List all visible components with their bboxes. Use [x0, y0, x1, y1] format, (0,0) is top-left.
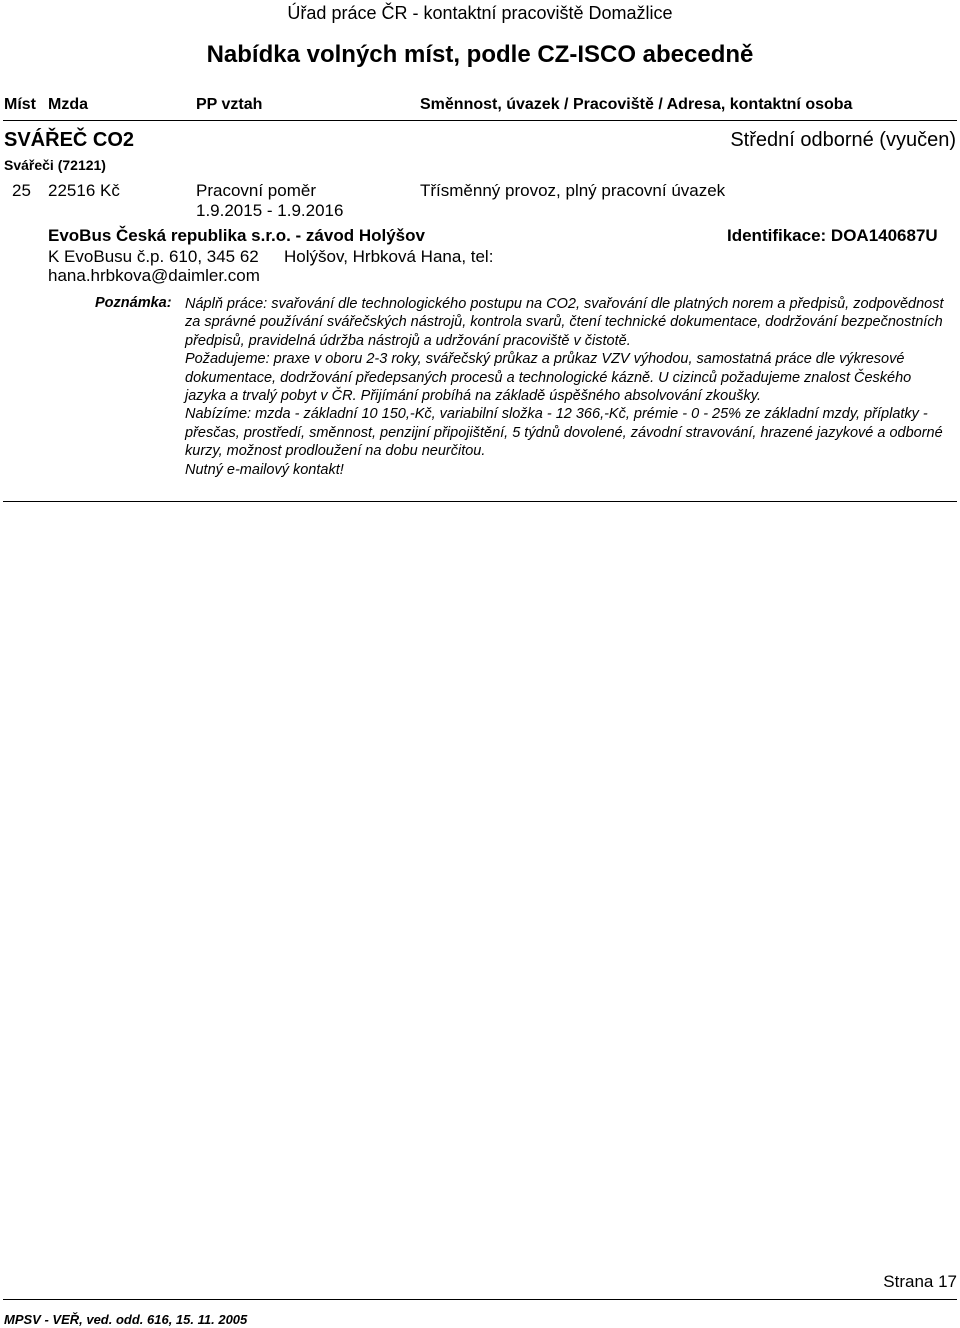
column-header-wage: Mzda [48, 96, 88, 113]
note-requirements: Požadujeme: praxe v oboru 2-3 roky, svářečský průkaz a průkaz VZV výhodou, samostatná práce dle výkresové dokumentace, dodržování předepsaných procesů a technologické kázně. U cizinců požadujeme znalost Českého jazyka a trvalý pobyt v ČR. Přijímání probíhá na základě úspěšného absolvování zkoušky. [185, 351, 912, 405]
employer-address: K EvoBusu č.p. 610, 345 62 [48, 247, 259, 266]
shift-info: Třísměnný provoz, plný pracovní úvazek [420, 181, 726, 200]
note-email-required: Nutný e-mailový kontakt! [185, 461, 344, 478]
column-header-shift: Směnnost, úvazek / Pracoviště / Adresa, kontaktní osoba [420, 96, 853, 113]
note-job-description: Náplň práce: svařování dle technologického postupu na CO2, svařování dle platných norem a předpisů, zodpovědnost za správné používání svářečských nástrojů, kontrola svarů, čtení technické dokumentace, dodržování bezpečnostních předpisů, pravidelná údržba nástrojů a udržování pracoviště v čistotě. [185, 296, 944, 349]
column-header-relation: PP vztah [196, 96, 263, 113]
record-divider [3, 501, 957, 502]
education-requirement: Střední odborné (vyučen) [730, 129, 956, 151]
form-reference: MPSV - VEŘ, ved. odd. 616, 15. 11. 2005 [4, 1312, 248, 1327]
note-label: Poznámka: [95, 295, 172, 311]
places-count: 25 [12, 181, 31, 200]
office-name: Úřad práce ČR - kontaktní pracoviště Domažlice [287, 3, 673, 23]
note-benefits: Nabízíme: mzda - základní 10 150,-Kč, variabilní složka - 12 366,-Kč, prémie - 0 - 25% ze základní mzdy, příplatky - přesčas, prostředí, směnnost, penzijní připojištění, 5 týdnů dovolené, závodní stravování, hrazené jazykové a odborné kurzy, možnost prodloužení na dobu neurčitou. [185, 406, 943, 460]
identification-code: Identifikace: DOA140687U [727, 226, 938, 245]
employment-period: 1.9.2015 - 1.9.2016 [196, 201, 344, 220]
contact-person: Holýšov, Hrbková Hana, tel: [284, 247, 494, 266]
job-title: SVÁŘEČ CO2 [4, 129, 135, 151]
contact-email: hana.hrbkova@daimler.com [48, 266, 260, 285]
header-divider [3, 120, 957, 121]
footer-divider [3, 1299, 957, 1300]
employment-relation: Pracovní poměr [196, 181, 316, 200]
note-body [185, 295, 955, 479]
column-header-places: Míst [4, 96, 36, 113]
wage-value: 22516 Kč [48, 181, 120, 200]
page-number: Strana 17 [883, 1272, 957, 1291]
employer-name: EvoBus Česká republika s.r.o. - závod Holýšov [48, 226, 425, 245]
isco-classification: Svářeči (72121) [4, 157, 106, 173]
page-title: Nabídka volných míst, podle CZ-ISCO abecedně [206, 41, 754, 68]
